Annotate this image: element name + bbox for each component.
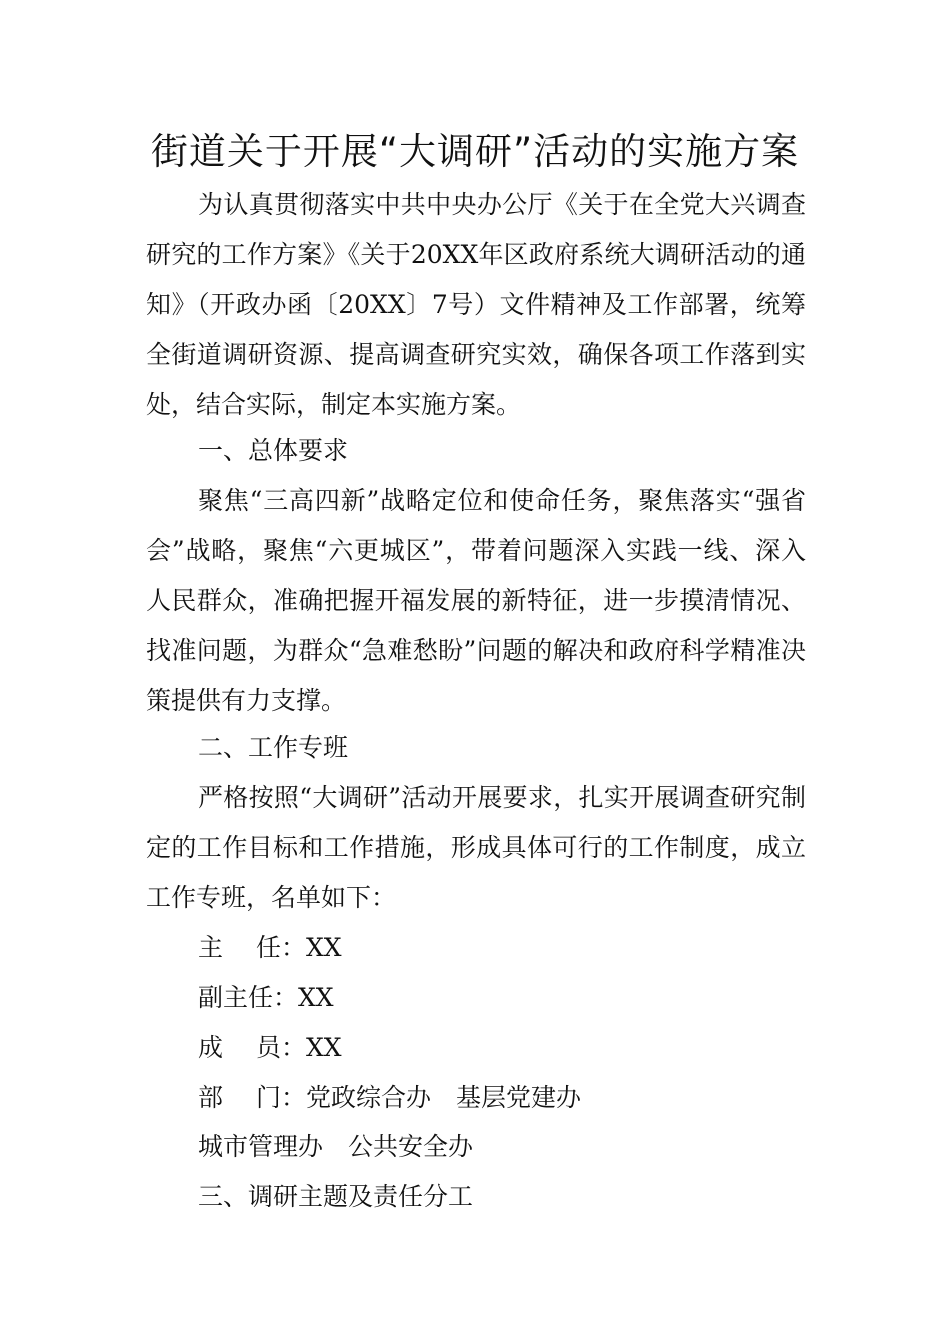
section-paragraph-overall-requirements: 聚焦“三高四新”战略定位和使命任务，聚焦落实“强省会”战略，聚焦“六更城区”，带着问题深入实践一线、深入人民群众，准确把握开福发展的新特征，进一步摸清情况、找准问题，为群众“急难愁盼”问题的解决和政府科学精准决策提供有力支撑。 (146, 486, 806, 715)
section-heading-task-force: 二、工作专班 (198, 733, 349, 762)
roster-line-deputy-director: 副主任：XX (198, 983, 334, 1012)
intro-paragraph: 为认真贯彻落实中共中央办公厅《关于在全党大兴调查研究的工作方案》《关于20XX年区政府系统大调研活动的通知》（开政办函〔20XX〕7号）文件精神及工作部署，统筹全街道调研资源、提高调查研究实效，确保各项工作落到实处，结合实际，制定本实施方案。 (146, 190, 806, 419)
document-title: 街道关于开展“大调研”活动的实施方案 (150, 130, 800, 173)
roster-line-departments: 部 门：党政综合办 基层党建办 (198, 1083, 581, 1112)
section-heading-overall-requirements: 一、总体要求 (198, 436, 349, 465)
section-heading-research-topics: 三、调研主题及责任分工 (198, 1182, 474, 1211)
roster-line-members: 成 员：XX (198, 1033, 342, 1062)
roster-line-departments-cont: 城市管理办 公共安全办 (198, 1132, 474, 1161)
roster-line-director: 主 任：XX (198, 933, 342, 962)
section-paragraph-task-force: 严格按照“大调研”活动开展要求，扎实开展调查研究制定的工作目标和工作措施，形成具体可行的工作制度，成立工作专班，名单如下： (146, 783, 806, 912)
